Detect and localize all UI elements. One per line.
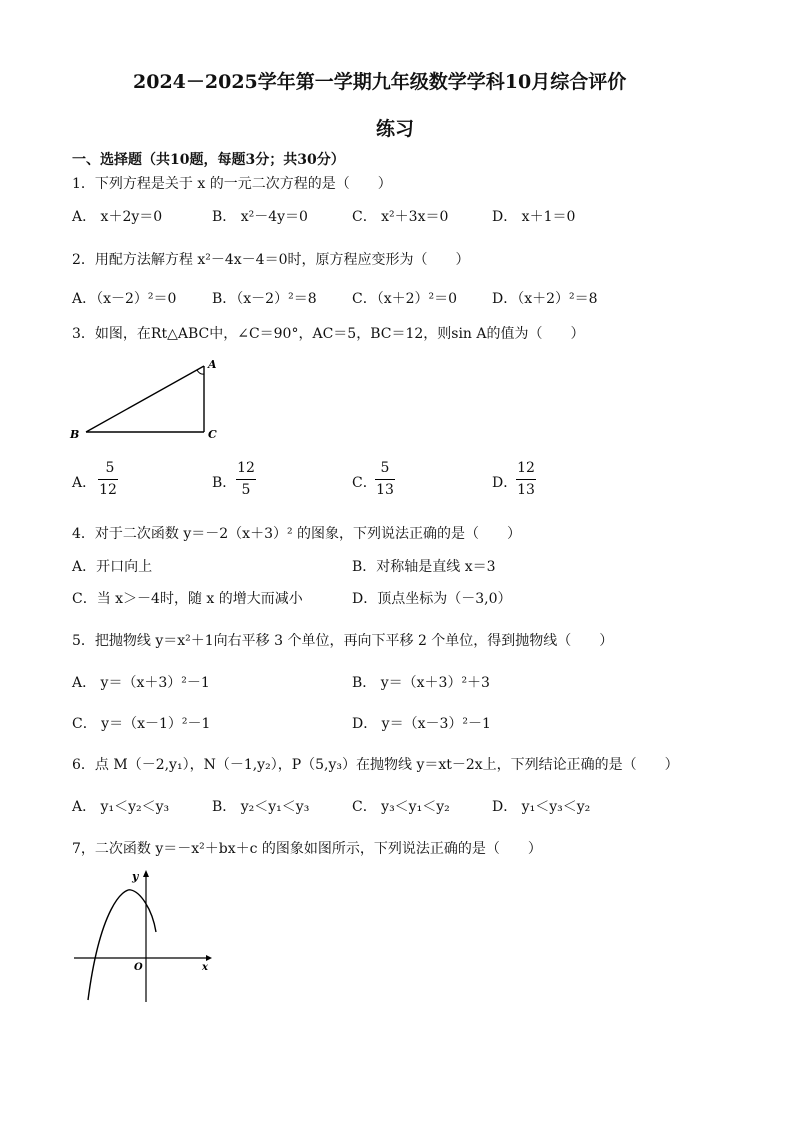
- triangle-side-ab: [86, 366, 204, 432]
- vertex-label-a: A: [208, 358, 217, 371]
- question-3-option-c-numerator: 5: [380, 460, 390, 476]
- question-5-option-c: C． y＝（x－1）²－1: [72, 716, 211, 732]
- vertex-label-b: B: [70, 428, 80, 441]
- x-axis-label: x: [202, 962, 208, 973]
- y-axis-arrow: [143, 870, 149, 877]
- question-2-option-a: A．（x－2）²＝0: [72, 291, 177, 307]
- y-axis-label: y: [132, 870, 139, 883]
- question-2-option-d: D．（x＋2）²＝8: [492, 291, 598, 307]
- question-6-option-c: C． y₃＜y₁＜y₂: [352, 799, 450, 815]
- question-3-option-d-letter: D．: [492, 475, 518, 491]
- question-2-option-c: C．（x＋2）²＝0: [352, 291, 458, 307]
- parabola-figure: [68, 868, 218, 1008]
- question-3-option-d-numerator: 12: [517, 460, 535, 476]
- question-5-option-a: A． y＝（x＋3）²－1: [72, 675, 210, 691]
- question-4-option-c: C．当 x＞－4时，随 x 的增大而减小: [72, 591, 303, 607]
- question-3-option-d-bar: [516, 479, 536, 480]
- question-5-option-d: D． y＝（x－3）²－1: [352, 716, 491, 732]
- question-3-option-c-denominator: 13: [376, 482, 394, 498]
- triangle-figure: [66, 356, 226, 446]
- question-4-option-b: B．对称轴是直线 x＝3: [352, 559, 496, 575]
- question-3-option-b-bar: [236, 479, 256, 480]
- title-line-1: 2024－2025学年第一学期九年级数学学科10月综合评价: [133, 71, 627, 93]
- question-6-option-d: D． y₁＜y₃＜y₂: [492, 799, 591, 815]
- question-1-option-c: C． x²＋3x＝0: [352, 209, 449, 225]
- question-2-option-b: B．（x－2）²＝8: [212, 291, 317, 307]
- question-5-option-b: B． y＝（x＋3）²＋3: [352, 675, 490, 691]
- angle-a-arc: [197, 370, 204, 374]
- origin-label: O: [134, 962, 143, 973]
- question-3-option-a-bar: [98, 479, 118, 480]
- title-line-2: 练习: [376, 118, 415, 140]
- question-3-option-a-numerator: 5: [105, 460, 115, 476]
- question-6-option-a: A． y₁＜y₂＜y₃: [72, 799, 170, 815]
- question-5-stem: 5．把抛物线 y＝x²＋1向右平移 3 个单位，再向下平移 2 个单位，得到抛物线（ ）: [72, 633, 614, 649]
- question-3-option-d-denominator: 13: [517, 482, 535, 498]
- question-3-option-a-denominator: 12: [99, 482, 117, 498]
- question-3-stem: 3．如图，在Rt△ABC中，∠C＝90°，AC＝5，BC＝12，则sin A的值为（ ）: [72, 326, 585, 342]
- question-4-stem: 4．对于二次函数 y＝－2（x＋3）² 的图象，下列说法正确的是（ ）: [72, 526, 522, 542]
- question-1-stem: 1．下列方程是关于 x 的一元二次方程的是（ ）: [72, 176, 392, 192]
- question-1-option-b: B． x²－4y＝0: [212, 209, 308, 225]
- vertex-label-c: C: [208, 428, 217, 441]
- question-7-stem: 7，二次函数 y＝－x²＋bx＋c 的图象如图所示，下列说法正确的是（ ）: [72, 841, 542, 857]
- question-4-option-a: A．开口向上: [72, 559, 153, 575]
- question-6-stem: 6．点 M（－2,y₁），N（－1,y₂），P（5,y₃）在抛物线 y＝xt－2x上，下列结论正确的是（ ）: [72, 757, 679, 773]
- question-1-option-a: A． x＋2y＝0: [72, 209, 163, 225]
- question-6-option-b: B． y₂＜y₁＜y₃: [212, 799, 310, 815]
- question-3-option-b-numerator: 12: [237, 460, 255, 476]
- question-2-stem: 2．用配方法解方程 x²－4x－4＝0时，原方程应变形为（ ）: [72, 252, 470, 268]
- question-3-option-b-letter: B．: [212, 475, 237, 491]
- question-3-option-a-letter: A．: [72, 475, 97, 491]
- x-axis-arrow: [206, 955, 212, 961]
- question-3-option-b-denominator: 5: [241, 482, 251, 498]
- section-heading: 一、选择题（共10题，每题3分；共30分）: [72, 152, 345, 168]
- question-4-option-d: D．顶点坐标为（－3,0）: [352, 591, 512, 607]
- question-1-option-d: D． x＋1＝0: [492, 209, 576, 225]
- question-3-option-c-letter: C．: [352, 475, 377, 491]
- question-3-option-c-bar: [375, 479, 395, 480]
